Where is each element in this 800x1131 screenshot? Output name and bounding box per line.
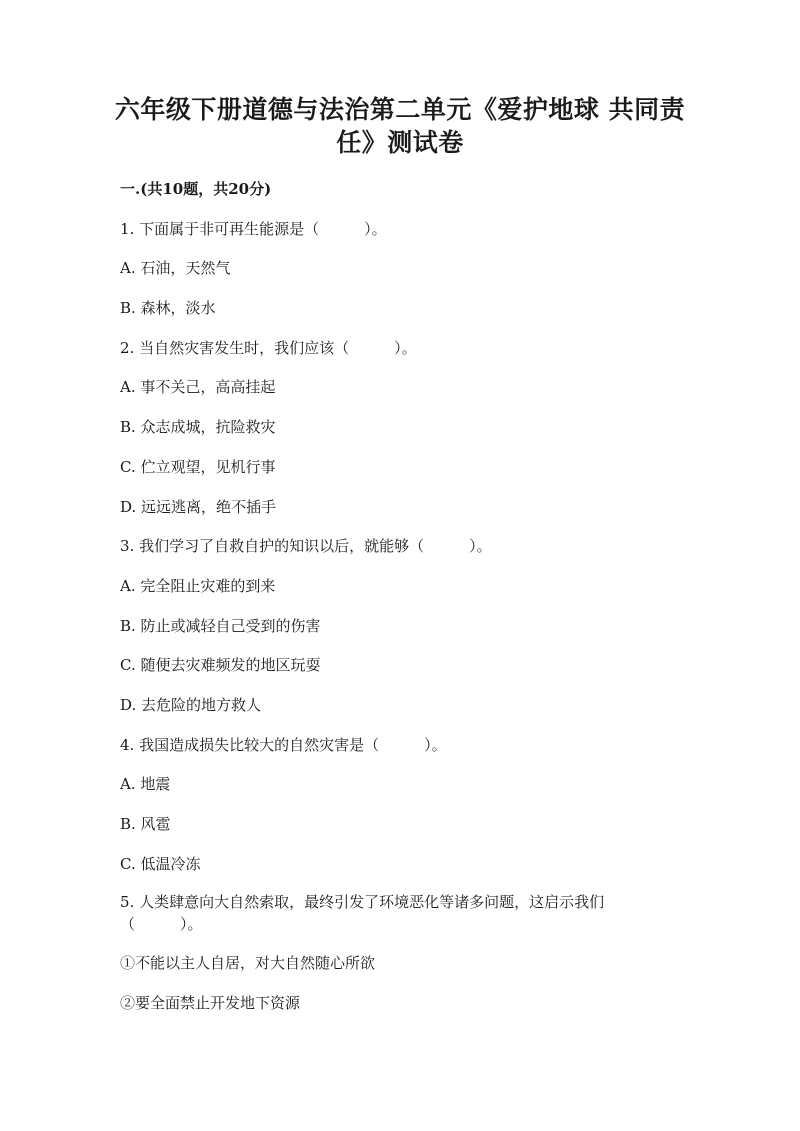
answer-option: A. 事不关己，高高挂起 [120,378,276,396]
answer-option: C. 伫立观望，见机行事 [120,458,276,476]
answer-option: ②要全面禁止开发地下资源 [120,994,301,1012]
answer-option: C. 低温冷冻 [120,855,201,873]
answer-option: B. 防止或减轻自己受到的伤害 [120,617,321,635]
answer-option: A. 完全阻止灾难的到来 [120,577,276,595]
answer-option: C. 随便去灾难频发的地区玩耍 [120,656,321,674]
answer-option: A. 石油，天然气 [120,259,231,277]
answer-option: D. 远远逃离，绝不插手 [120,498,277,516]
answer-option: A. 地震 [120,775,171,793]
question-stem: 4. 我国造成损失比较大的自然灾害是（ ）。 [120,736,447,754]
question-stem: 1. 下面属于非可再生能源是（ ）。 [120,220,387,238]
answer-option: B. 森林，淡水 [120,299,216,317]
answer-option: B. 风雹 [120,815,171,833]
answer-option: D. 去危险的地方救人 [120,696,262,714]
page-title: 六年级下册道德与法治第二单元《爱护地球 共同责任》测试卷 [114,95,686,157]
question-stem: 5. 人类肆意向大自然索取，最终引发了环境恶化等诸多问题，这启示我们（ ）。 [120,893,605,933]
section-heading: 一.(共10题，共20分) [120,180,272,198]
question-stem: 3. 我们学习了自救自护的知识以后，就能够（ ）。 [120,537,492,555]
answer-option: B. 众志成城，抗险救灾 [120,418,276,436]
question-stem: 2. 当自然灾害发生时，我们应该（ ）。 [120,339,417,357]
answer-option: ①不能以主人自居，对大自然随心所欲 [120,954,376,972]
